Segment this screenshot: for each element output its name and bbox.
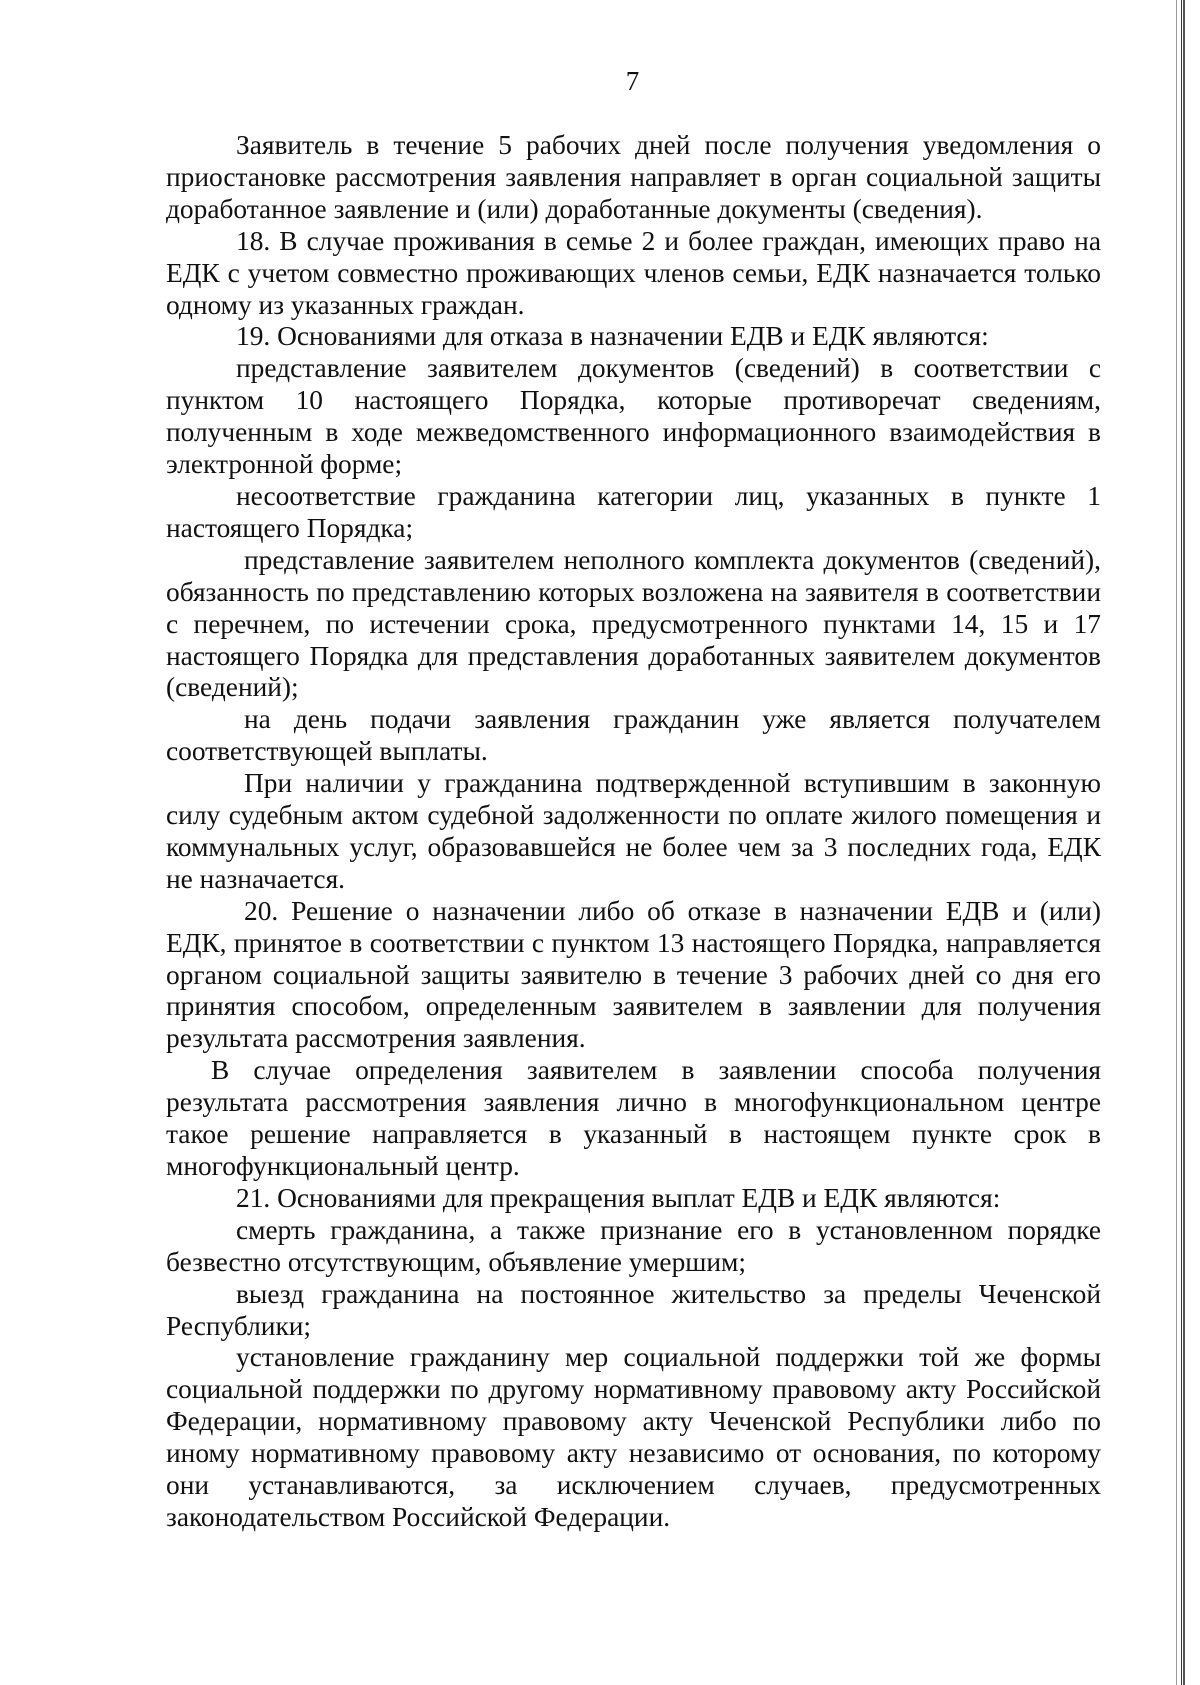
paragraph-termination-reason-3: установление гражданину мер социальной поддержки той же формы социальной поддержки по другому нормативному правовому акту Российской Федерации, нормативному правовому акту Чеченской Республики либо по иному нормативному правовому акту независимо от основания, по которому они устанавливаются, за исключением случаев, предусмотренных законодательством Российской Федерации. (166, 1342, 1101, 1532)
paragraph-refusal-reason-2: несоответствие гражданина категории лиц, указанных в пункте 1 настоящего Порядка; (166, 480, 1101, 543)
paragraph-item-18: 18. В случае проживания в семье 2 и более граждан, имеющих право на ЕДК с учетом совместно проживающих членов семьи, ЕДК назначается только одному из указанных граждан. (166, 225, 1101, 320)
scan-edge-border (1181, 0, 1185, 1685)
paragraph-termination-reason-2: выезд гражданина на постоянное жительство за пределы Чеченской Республики; (166, 1278, 1101, 1341)
scan-edge-line (1176, 0, 1177, 1685)
page-number: 7 (625, 66, 640, 96)
paragraph-applicant-revision: Заявитель в течение 5 рабочих дней после получения уведомления о приостановке рассмотрения заявления направляет в орган социальной защиты доработанное заявление и (или) доработанные документы (сведения). (166, 130, 1101, 224)
paragraph-termination-reason-1: смерть гражданина, а также признание его в установленном порядке безвестно отсутствующим, объявление умершим; (166, 1214, 1101, 1277)
document-body (166, 130, 1101, 1534)
paragraph-debt-condition: При наличии у гражданина подтвержденной вступившим в законную силу судебным актом судебной задолженности по оплате жилого помещения и коммунальных услуг, образовавшейся не более чем за 3 последних года, ЕДК не назначается. (166, 768, 1101, 894)
paragraph-item-20: 20. Решение о назначении либо об отказе в назначении ЕДВ и (или) ЕДК, принятое в соответствии с пунктом 13 настоящего Порядка, направляется органом социальной защиты заявителю в течение 3 рабочих дней со дня его принятия способом, определенным заявителем в заявлении для получения результата рассмотрения заявления. (166, 895, 1101, 1054)
paragraph-item-19: 19. Основаниями для отказа в назначении ЕДВ и ЕДК являются: (236, 321, 989, 352)
paragraph-refusal-reason-4: на день подачи заявления гражданин уже является получателем соответствующей выплаты. (166, 704, 1101, 767)
paragraph-item-21: 21. Основаниями для прекращения выплат ЕДВ и ЕДК являются: (236, 1182, 1001, 1213)
paragraph-refusal-reason-1: представление заявителем документов (сведений) в соответствии с пунктом 10 настоящего Порядка, которые противоречат сведениям, полученным в ходе межведомственного информационного взаимодействия в электронной форме; (166, 353, 1101, 480)
paragraph-mfc-delivery: В случае определения заявителем в заявлении способа получения результата рассмотрения заявления лично в многофункциональном центре такое решение направляется в указанный в настоящем пункте срок в многофункциональный центр. (166, 1055, 1101, 1181)
paragraph-refusal-reason-3: представление заявителем неполного комплекта документов (сведений), обязанность по представлению которых возложена на заявителя в соответствии с перечнем, по истечении срока, предусмотренного пунктами 14, 15 и 17 настоящего Порядка для представления доработанных заявителем документов (сведений); (166, 544, 1101, 703)
